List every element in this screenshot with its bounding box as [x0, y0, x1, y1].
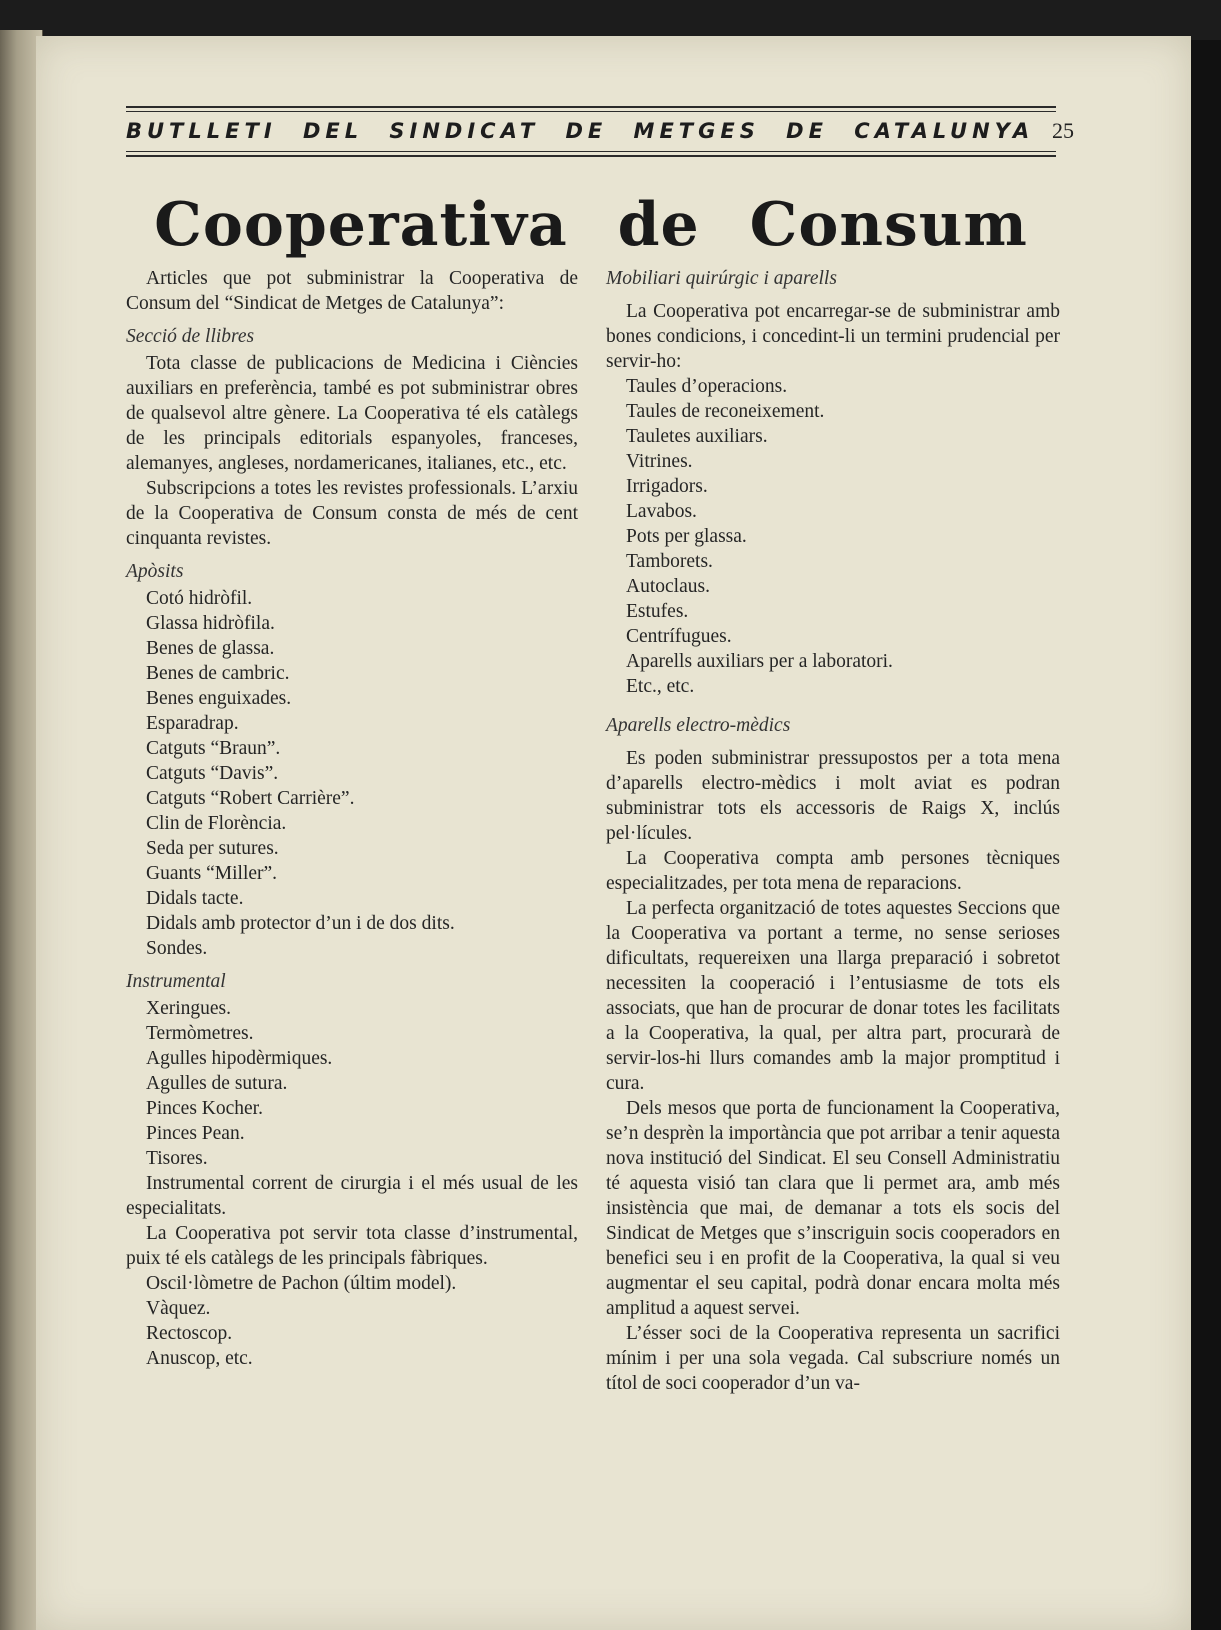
list-item: Oscil·lòmetre de Pachon (últim model).	[146, 1273, 457, 1294]
section-heading-llibres: Secció de llibres	[126, 326, 255, 347]
list-item: Taules de reconeixement.	[626, 401, 825, 422]
list-item: Tisores.	[146, 1148, 208, 1169]
list-item: Benes de cambric.	[146, 663, 290, 684]
list-item: Irrigadors.	[626, 476, 708, 497]
list-item: Esparadrap.	[146, 713, 239, 734]
list-item: Tauletes auxiliars.	[626, 426, 768, 447]
mobiliari-list	[606, 374, 1060, 699]
paragraph: Subscripcions a totes les revistes professionals. L’arxiu de la Cooperativa de Consum consta de més de cent cinquanta revistes.	[126, 478, 578, 549]
paragraph: La Cooperativa pot encarregar-se de subministrar amb bones condicions, i concedint-li un termini prudencial per servir-ho:	[606, 301, 1060, 372]
list-item: Vitrines.	[626, 451, 693, 472]
header-row	[126, 112, 1074, 148]
list-item: Clin de Florència.	[146, 813, 287, 834]
list-item: Vàquez.	[146, 1298, 211, 1319]
list-item: Sondes.	[146, 938, 208, 959]
list-item: Pots per glassa.	[626, 526, 747, 547]
list-item: Estufes.	[626, 601, 689, 622]
list-item: Termòmetres.	[146, 1023, 254, 1044]
list-item: Didals amb protector d’un i de dos dits.	[146, 913, 455, 934]
left-column	[126, 266, 578, 1371]
list-item: Seda per sutures.	[146, 838, 279, 859]
list-item: Benes de glassa.	[146, 638, 275, 659]
paragraph: La Cooperativa compta amb persones tècniques especialitzades, per tota mena de reparacions.	[606, 848, 1060, 894]
list-item: Autoclaus.	[626, 576, 710, 597]
list-item: Centrífugues.	[626, 626, 732, 647]
list-item: Aparells auxiliars per a laboratori.	[626, 651, 893, 672]
paragraph: L’ésser soci de la Cooperativa representa un sacrifici mínim i per una sola vegada. Cal subscriure només un títol de soci cooperador d’un va-	[606, 1323, 1060, 1394]
paragraph: Dels mesos que porta de funcionament la Cooperativa, se’n desprèn la importància que pot arribar a tenir aquesta nova institució del Sindicat. El seu Consell Administratiu té aquesta visió tan clara que li permet ara, amb més insistència que mai, de demanar a tots els socis del Sindicat de Metges que s’inscriguin socis cooperadors en benefici seu i en profit de la Cooperativa, la qual si veu augmentar el seu capital, podrà donar encara molta més amplitud a aquest servei.	[606, 1098, 1060, 1319]
header-rule-top	[126, 106, 1056, 108]
list-item: Rectoscop.	[146, 1323, 233, 1344]
list-item: Guants “Miller”.	[146, 863, 278, 884]
aposits-list	[126, 586, 578, 961]
list-item: Taules d’operacions.	[626, 376, 788, 397]
list-item: Glassa hidròfila.	[146, 613, 275, 634]
section-heading-aposits: Apòsits	[126, 561, 184, 582]
list-item: Catguts “Robert Carrière”.	[146, 788, 355, 809]
list-item: Lavabos.	[626, 501, 697, 522]
paragraph: Tota classe de publicacions de Medicina i Ciències auxiliars en preferència, també es pot subministrar obres de qualsevol altre gènere. La Cooperativa té els catàlegs de les principals editorials espanyoles, franceses, alemanyes, angleses, nordamericanes, italianes, etc., etc.	[126, 353, 578, 474]
right-column	[606, 266, 1060, 1396]
list-item: Catguts “Davis”.	[146, 763, 279, 784]
instrumental-list	[126, 996, 578, 1171]
paragraph: La perfecta organització de totes aquestes Seccions que la Cooperativa va portant a terme, no sense serioses dificultats, requereixen una llarga preparació i sobretot necessiten la cooperació i l’entusiasme de tots els associats, que han de procurar de donar totes les facilitats a la Cooperativa, la qual, per altra part, procurarà de servir-los-hi llurs comandes amb la major promptitud i cura.	[606, 898, 1060, 1094]
journal-title: BUTLLETI DEL SINDICAT DE METGES DE CATALUNYA	[126, 119, 1035, 143]
paragraph: Instrumental corrent de cirurgia i el més usual de les especialitats.	[126, 1173, 578, 1219]
section-heading-electromedics: Aparells electro-mèdics	[606, 715, 791, 736]
list-item: Pinces Pean.	[146, 1123, 245, 1144]
list-item: Agulles hipodèrmiques.	[146, 1048, 333, 1069]
section-heading-mobiliari: Mobiliari quirúrgic i aparells	[606, 268, 837, 289]
scan-border	[1191, 40, 1221, 1630]
list-item: Etc., etc.	[626, 676, 695, 697]
list-item: Anuscop, etc.	[146, 1348, 253, 1369]
running-header	[126, 106, 1074, 157]
paragraph: La Cooperativa pot servir tota classe d’instrumental, puix té els catàlegs de les principals fàbriques.	[126, 1223, 578, 1269]
list-item: Tamborets.	[626, 551, 713, 572]
header-rule-bottom	[126, 155, 1056, 157]
list-item: Cotó hidròfil.	[146, 588, 253, 609]
article-title: Cooperativa de Consum	[154, 190, 1028, 260]
list-item: Agulles de sutura.	[146, 1073, 288, 1094]
list-item: Benes enguixades.	[146, 688, 292, 709]
list-item: Didals tacte.	[146, 888, 244, 909]
section-heading-instrumental: Instrumental	[126, 971, 226, 992]
list-item: Pinces Kocher.	[146, 1098, 263, 1119]
page-number: 25	[1052, 118, 1074, 143]
instrumental-list-2	[126, 1271, 578, 1371]
intro-paragraph: Articles que pot subministrar la Cooperativa de Consum del “Sindicat de Metges de Catalunya”:	[126, 268, 578, 314]
paragraph: Es poden subministrar pressupostos per a tota mena d’aparells electro-mèdics i molt aviat es podran subministrar tots els accessoris de Raigs X, inclús pel·lícules.	[606, 748, 1060, 844]
header-rule-bottom-thin	[126, 151, 1056, 152]
list-item: Xeringues.	[146, 998, 232, 1019]
list-item: Catguts “Braun”.	[146, 738, 281, 759]
